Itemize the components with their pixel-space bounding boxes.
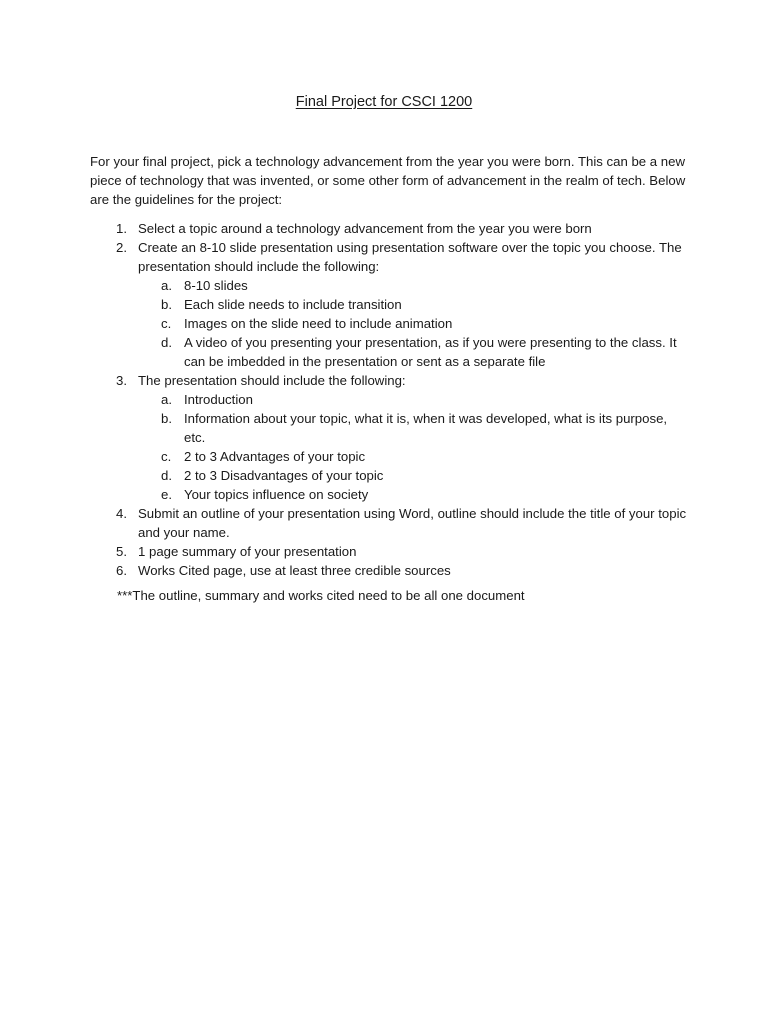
sub-list-item-text: Information about your topic, what it is, when it was developed, what is its purpose, etc. <box>184 411 668 445</box>
list-item <box>90 219 690 238</box>
list-item <box>90 542 690 561</box>
sub-list-item-text: 2 to 3 Disadvantages of your topic <box>184 468 384 483</box>
list-item-text: The presentation should include the following: <box>138 373 406 388</box>
sub-list-item-text: 2 to 3 Advantages of your topic <box>184 449 366 464</box>
sub-list-item <box>90 276 690 295</box>
sub-list-item-letter: c. <box>161 316 172 331</box>
intro-paragraph: For your final project, pick a technology advancement from the year you were born. This can be a new piece of technology that was invented, or some other form of advancement in the realm of tech. Below are the guidelines for the project: <box>90 154 686 207</box>
list-item-text: 1 page summary of your presentation <box>138 544 357 559</box>
sub-list-item-letter: a. <box>161 278 172 293</box>
sub-list-item-text: Introduction <box>184 392 253 407</box>
sub-list-item-text: Each slide needs to include transition <box>184 297 402 312</box>
list-item-number: 1. <box>116 221 127 236</box>
list-item-number: 4. <box>116 506 127 521</box>
sub-list-item-text: Your topics influence on society <box>184 487 369 502</box>
sub-list-item <box>90 333 690 371</box>
sub-list-item-letter: c. <box>161 449 172 464</box>
sub-list-item-letter: a. <box>161 392 172 407</box>
list-item-text: Select a topic around a technology advancement from the year you were born <box>138 221 592 236</box>
list-item-text: Create an 8-10 slide presentation using presentation software over the topic you choose. The presentation should include the following: <box>138 240 682 274</box>
guidelines-list <box>90 219 690 580</box>
sub-list-item-letter: d. <box>161 335 172 350</box>
sub-list-item-text: A video of you presenting your presentation, as if you were presenting to the class. It can be imbedded in the presentation or sent as a separate file <box>184 335 677 369</box>
footnote: ***The outline, summary and works cited need to be all one document <box>117 588 525 603</box>
list-item <box>90 371 690 390</box>
list-item-text: Submit an outline of your presentation using Word, outline should include the title of your topic and your name. <box>138 506 687 540</box>
list-item <box>90 504 690 542</box>
list-item <box>90 561 690 580</box>
sub-list-item-letter: d. <box>161 468 172 483</box>
list-item <box>90 238 690 276</box>
list-item-number: 5. <box>116 544 127 559</box>
sub-list-item <box>90 314 690 333</box>
sub-list-item-letter: e. <box>161 487 172 502</box>
list-item-number: 3. <box>116 373 127 388</box>
sub-list-item <box>90 390 690 409</box>
sub-list-item <box>90 295 690 314</box>
sub-list-item-letter: b. <box>161 297 172 312</box>
sub-list-item <box>90 485 690 504</box>
list-item-text: Works Cited page, use at least three credible sources <box>138 563 451 578</box>
sub-list-item <box>90 409 690 447</box>
sub-list-item-letter: b. <box>161 411 172 426</box>
list-item-number: 2. <box>116 240 127 255</box>
sub-list-item <box>90 447 690 466</box>
sub-list-item-text: Images on the slide need to include animation <box>184 316 453 331</box>
list-item-number: 6. <box>116 563 127 578</box>
sub-list-item-text: 8-10 slides <box>184 278 248 293</box>
document-title: Final Project for CSCI 1200 <box>295 94 473 110</box>
sub-list-item <box>90 466 690 485</box>
